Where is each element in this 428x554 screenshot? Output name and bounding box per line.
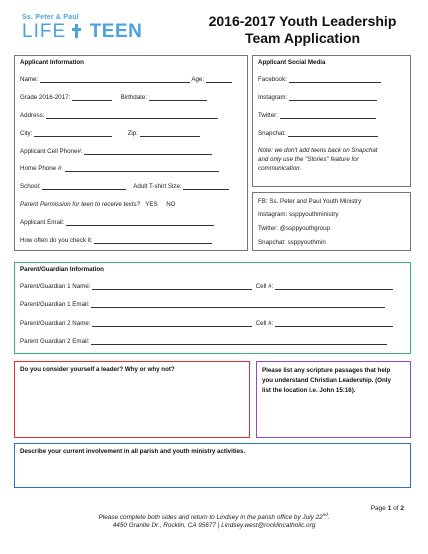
ministry-snapchat: Snapchat: ssppyouthmin [258, 239, 326, 246]
parent-guardian-heading: Parent/Guardian Information [20, 266, 104, 273]
logo-teen-text: TEEN [89, 21, 143, 42]
logo-parish-name: Ss. Peter & Paul [22, 14, 79, 21]
scripture-question: Please list any scripture passages that help you understand Christian Leadership. (Only list the location i.e. John 15:16). [262, 367, 391, 394]
grade-field[interactable]: Grade 2016-2017: Birthdate: [20, 94, 207, 101]
page-number: Page 1 of 2 [370, 505, 404, 512]
social-media-heading: Applicant Social Media [258, 59, 326, 66]
footer-instructions: Please complete both sides and return to Lindsey in the parish office by July 22nd. [98, 512, 330, 522]
snapchat-note: Note: we don't add teens back on Snapchat and only use the "Stories" feature for communication. [258, 147, 378, 172]
cell-phone-field[interactable]: Applicant Cell Phone#: [20, 148, 212, 155]
logo-life-text: LIFE [22, 21, 67, 42]
leader-question: Do you consider yourself a leader? Why or why not? [20, 366, 175, 373]
address-field[interactable]: Address: [20, 112, 218, 119]
logo [22, 21, 142, 43]
home-phone-field[interactable]: Home Phone #: [20, 165, 219, 172]
footer-contact: 4450 Granite Dr., Rocklin, CA 95677 | Lindsey.west@rocklincatholic.org [112, 522, 316, 529]
involvement-question: Describe your current involvement in all parish and youth ministry activities. [20, 448, 246, 455]
cross-icon [72, 24, 81, 38]
twitter-field[interactable]: Twitter: [258, 112, 376, 119]
parent2-name-field[interactable]: Parent/Guardian 2 Name: Cell #: [20, 320, 393, 327]
applicant-info-heading: Applicant Information [20, 59, 84, 66]
no-option[interactable]: NO [166, 201, 176, 208]
instagram-field[interactable]: Instagram: [258, 94, 377, 101]
facebook-field[interactable]: Facebook: [258, 76, 381, 83]
snapchat-field[interactable]: Snapchat: [258, 130, 378, 137]
text-permission[interactable]: Parent Permission for teen to receive texts? YES NO [20, 201, 176, 208]
page-title: 2016-2017 Youth Leadership Team Application [208, 13, 397, 46]
name-field[interactable]: Name: Age: [20, 76, 232, 83]
parent1-name-field[interactable]: Parent/Guardian 1 Name: Cell #: [20, 283, 393, 290]
check-frequency-field[interactable]: How often do you check it: [20, 237, 212, 244]
yes-option[interactable]: YES [145, 201, 158, 208]
ministry-twitter: Twitter: @ssppyouthgroup [258, 225, 330, 232]
parent1-email-field[interactable]: Parent/Guardian 1 Email: [20, 301, 385, 308]
ministry-facebook: FB: Ss. Peter and Paul Youth Ministry [258, 198, 362, 205]
city-field[interactable]: City: Zip: [20, 130, 200, 137]
parent2-email-field[interactable]: Parent Guardian 2 Email: [20, 338, 387, 345]
email-field[interactable]: Applicant Email: [20, 219, 214, 226]
school-field[interactable]: School: Adult T-shirt Size: [20, 183, 229, 190]
ministry-instagram: Instagram: ssppyouthministry [258, 211, 339, 218]
